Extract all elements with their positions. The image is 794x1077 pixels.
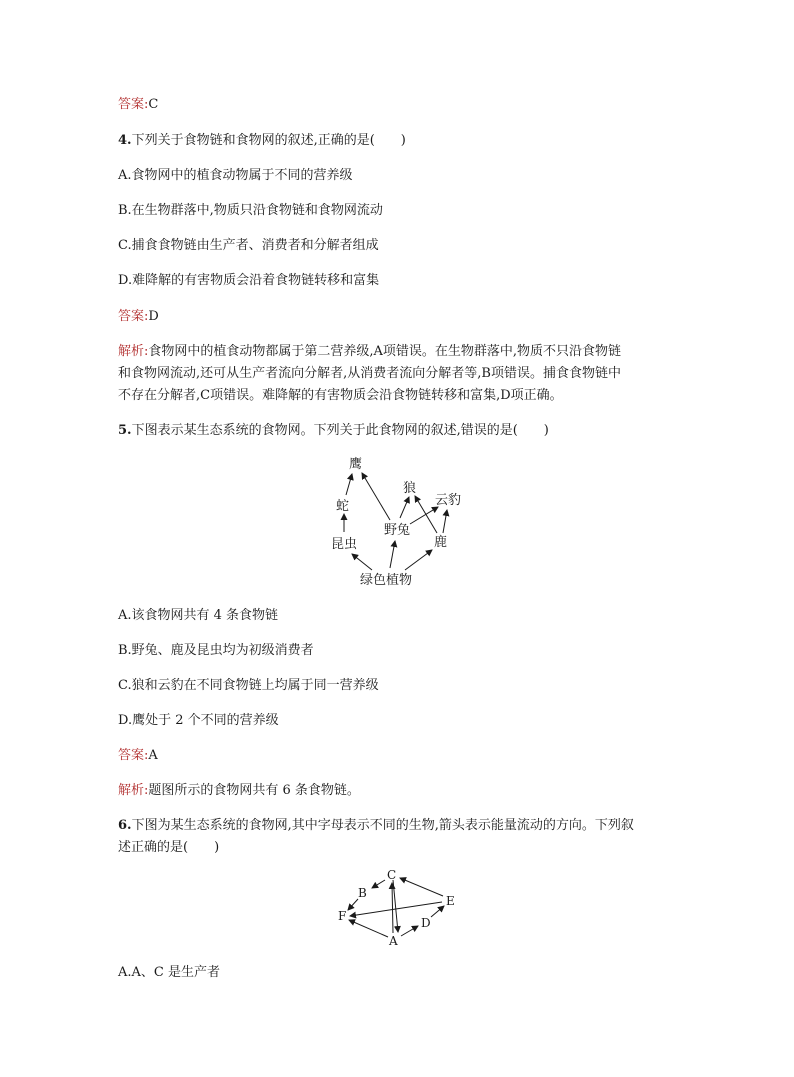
q5-option-d: D.鹰处于 2 个不同的营养级 <box>118 713 279 728</box>
eagle-label: 鹰 <box>349 457 363 472</box>
arrow-a-d <box>401 926 418 936</box>
wolf-label: 狼 <box>403 481 417 496</box>
q4-option-d: D.难降解的有害物质会沿着食物链转移和富集 <box>118 273 380 288</box>
q4-option-b: B.在生物群落中,物质只沿食物链和食物网流动 <box>118 203 383 218</box>
analysis-text: 题图所示的食物网共有 6 条食物链。 <box>148 783 360 798</box>
arrow-plants-hare <box>390 541 395 568</box>
arrow-hare-leopard <box>410 507 438 524</box>
arrow-d-e <box>431 906 444 917</box>
q5-stem <box>118 423 549 439</box>
analysis-text: 食物网中的植食动物都属于第二营养级,A项错误。在生物群落中,物质不只沿食物链 <box>148 344 622 359</box>
q5-answer <box>118 748 158 764</box>
analysis-label: 解析: <box>118 344 149 359</box>
q5-option-b: B.野兔、鹿及昆虫均为初级消费者 <box>118 643 314 658</box>
arrow-hare-wolf <box>400 497 409 518</box>
question-number: 5. <box>118 423 132 438</box>
arrow-c-b <box>372 880 385 888</box>
arrow-c-a <box>393 880 398 932</box>
question-number: 6. <box>118 818 132 833</box>
q4-stem <box>118 133 406 149</box>
q4-analysis-line-2: 和食物网流动,还可从生产者流向分解者,从消费者流向分解者等,B项错误。捕食食物链中 <box>118 366 621 381</box>
q4-answer <box>118 309 159 325</box>
answer-label: 答案: <box>118 97 149 112</box>
arrow-a-f <box>349 920 388 937</box>
q4-analysis-line-1 <box>118 344 621 360</box>
q6-stem-line-2: 述正确的是( ) <box>118 840 220 855</box>
q4-option-a: A.食物网中的植食动物属于不同的营养级 <box>118 168 353 183</box>
answer-value: A <box>148 748 158 763</box>
arrow-e-c <box>400 878 443 896</box>
question-text: 下图为某生态系统的食物网,其中字母表示不同的生物,箭头表示能量流动的方向。下列叙 <box>131 818 634 833</box>
arrow-snake-eagle <box>346 474 352 495</box>
node-a-label: A <box>389 934 398 948</box>
arrow-plants-insect <box>352 554 372 570</box>
hare-label: 野兔 <box>384 523 411 538</box>
q6-option-a: A.A、C 是生产者 <box>118 965 220 980</box>
q3-answer <box>118 97 158 113</box>
q6-stem-line-1 <box>118 818 634 834</box>
q5-analysis <box>118 783 360 799</box>
arrow-a-c <box>392 883 393 933</box>
question-text: 下列关于食物链和食物网的叙述,正确的是( ) <box>131 133 406 148</box>
question-number: 4. <box>118 133 132 148</box>
answer-value: D <box>148 309 159 324</box>
analysis-label: 解析: <box>118 783 149 798</box>
node-f-label: F <box>338 909 347 923</box>
q4-analysis-line-3: 不存在分解者,C项错误。难降解的有害物质会沿食物链转移和富集,D项正确。 <box>118 388 563 403</box>
answer-value: C <box>148 97 159 112</box>
deer-label: 鹿 <box>434 535 448 550</box>
arrow-deer-wolf <box>415 496 437 533</box>
arrow-plants-deer <box>405 550 432 570</box>
node-e-label: E <box>446 894 455 908</box>
q5-option-a: A.该食物网共有 4 条食物链 <box>118 608 279 623</box>
question-text: 下图表示某生态系统的食物网。下列关于此食物网的叙述,错误的是( ) <box>131 423 549 438</box>
arrow-b-f <box>348 899 358 910</box>
q5-food-web-diagram <box>300 448 500 593</box>
plants-label: 绿色植物 <box>360 573 413 588</box>
arrow-hare-eagle <box>362 473 390 520</box>
node-b-label: B <box>358 886 367 900</box>
insect-label: 昆虫 <box>331 537 358 552</box>
q6-food-web-diagram <box>330 862 465 954</box>
arrow-deer-leopard <box>443 510 447 533</box>
node-d-label: D <box>421 916 431 930</box>
snake-label: 蛇 <box>336 499 350 514</box>
answer-label: 答案: <box>118 748 149 763</box>
node-c-label: C <box>387 868 397 882</box>
q4-option-c: C.捕食食物链由生产者、消费者和分解者组成 <box>118 238 379 253</box>
leopard-label: 云豹 <box>435 493 462 508</box>
q5-option-c: C.狼和云豹在不同食物链上均属于同一营养级 <box>118 678 379 693</box>
answer-label: 答案: <box>118 309 149 324</box>
